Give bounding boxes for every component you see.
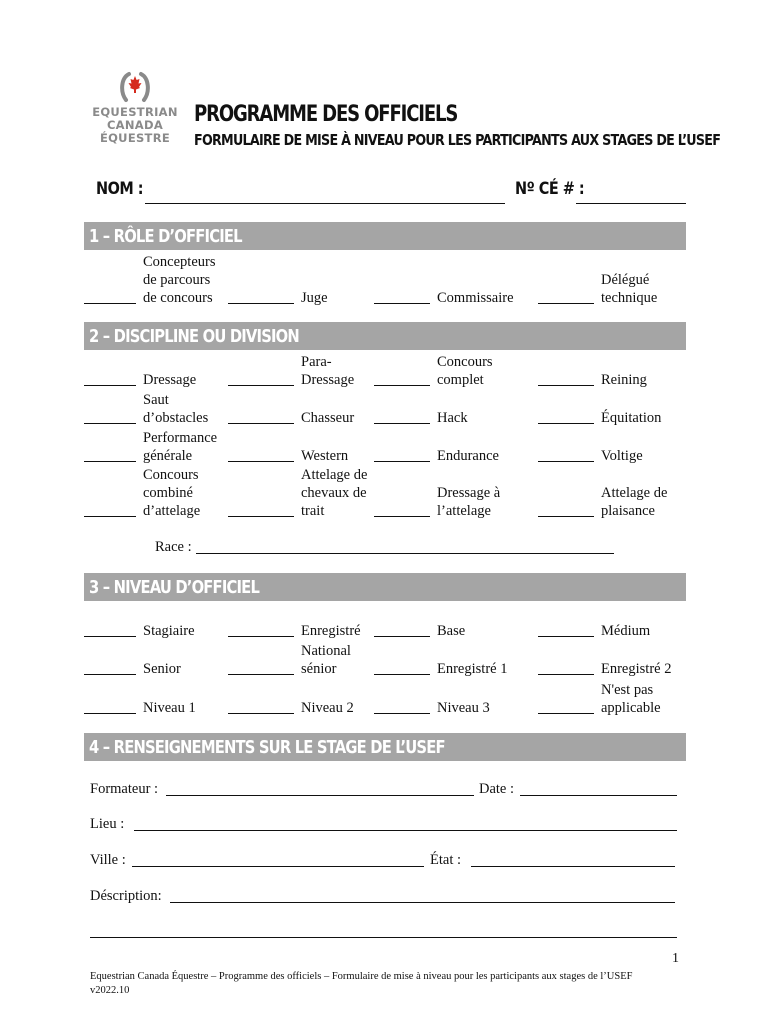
section-4-title: 4 – RENSEIGNEMENTS SUR LE STAGE DE L’USEF — [89, 737, 445, 758]
option-label: Chasseur — [301, 410, 355, 426]
option-label: Endurance — [437, 448, 499, 464]
formateur-label: Formateur : — [90, 781, 159, 797]
option-label: National sénior — [301, 643, 351, 677]
equestrian-canada-logo — [92, 70, 178, 145]
option-label: Concours complet — [437, 354, 493, 388]
ville-label: Ville : — [90, 852, 126, 868]
checkbox-blank[interactable] — [228, 674, 294, 675]
option-label: Western — [301, 448, 349, 464]
checkbox-blank[interactable] — [538, 516, 594, 517]
checkbox-blank[interactable] — [374, 423, 430, 424]
ville-field[interactable] — [132, 866, 424, 867]
ce-number-label: Nº CÉ # : — [515, 179, 585, 199]
option-label: Enregistré 1 — [437, 661, 508, 677]
option-label: Équitation — [601, 410, 662, 426]
checkbox-blank[interactable] — [228, 385, 294, 386]
checkbox-blank[interactable] — [538, 461, 594, 462]
description-label: Déscription: — [90, 888, 162, 904]
section-2-header — [84, 322, 686, 350]
option-label: Commissaire — [437, 290, 514, 306]
description-field-line-2[interactable] — [90, 937, 677, 938]
option-label: Juge — [301, 290, 328, 306]
option-label: Attelage de chevaux de trait — [301, 467, 368, 519]
checkbox-blank[interactable] — [374, 516, 430, 517]
checkbox-blank[interactable] — [538, 423, 594, 424]
page-subtitle: FORMULAIRE DE MISE À NIVEAU POUR LES PARTICIPANTS AUX STAGES DE L’USEF — [194, 131, 721, 149]
footer — [90, 970, 632, 998]
date-label: Date : — [479, 781, 515, 797]
option-label: Voltige — [601, 448, 643, 464]
horseshoe-maple-leaf-icon — [118, 70, 152, 104]
checkbox-blank[interactable] — [374, 303, 430, 304]
lieu-field[interactable] — [134, 830, 677, 831]
logo-line-2: CANADA — [106, 118, 164, 132]
option-label: Dressage — [143, 372, 197, 388]
checkbox-blank[interactable] — [538, 385, 594, 386]
option-label: Médium — [601, 623, 651, 639]
checkbox-blank[interactable] — [84, 303, 136, 304]
option-label: Dressage à l’attelage — [437, 485, 501, 519]
option-label: Para- Dressage — [301, 354, 355, 388]
checkbox-blank[interactable] — [84, 636, 136, 637]
option-label: Saut d’obstacles — [143, 392, 209, 426]
option-label: Performance générale — [143, 430, 218, 464]
checkbox-blank[interactable] — [228, 423, 294, 424]
section-3-title: 3 – NIVEAU D’OFFICIEL — [89, 577, 260, 598]
formateur-field[interactable] — [166, 795, 474, 796]
checkbox-blank[interactable] — [538, 674, 594, 675]
option-label: Stagiaire — [143, 623, 195, 639]
checkbox-blank[interactable] — [84, 461, 136, 462]
option-label: Base — [437, 623, 466, 639]
checkbox-blank[interactable] — [228, 713, 294, 714]
section-1-title: 1 – RÔLE D’OFFICIEL — [89, 226, 242, 247]
section-2-title: 2 – DISCIPLINE OU DIVISION — [89, 326, 299, 347]
checkbox-blank[interactable] — [84, 423, 136, 424]
race-field[interactable] — [196, 553, 614, 554]
checkbox-blank[interactable] — [84, 516, 136, 517]
checkbox-blank[interactable] — [84, 713, 136, 714]
checkbox-blank[interactable] — [374, 713, 430, 714]
checkbox-blank[interactable] — [374, 636, 430, 637]
section-4-header — [84, 733, 686, 761]
page-title: PROGRAMME DES OFFICIELS — [194, 102, 458, 127]
option-label: N'est pas applicable — [601, 682, 661, 716]
lieu-label: Lieu : — [90, 816, 125, 832]
option-label: Senior — [143, 661, 181, 677]
footer-text: Equestrian Canada Équestre – Programme des officiels – Formulaire de mise à niveau pour les participants aux stages de l’USEF — [90, 971, 633, 982]
ce-number-field[interactable] — [576, 203, 686, 204]
logo-line-3: ÉQUESTRE — [99, 131, 171, 145]
option-label: Niveau 3 — [437, 700, 490, 716]
etat-field[interactable] — [471, 866, 675, 867]
checkbox-blank[interactable] — [538, 713, 594, 714]
checkbox-blank[interactable] — [538, 303, 594, 304]
etat-label: État : — [430, 852, 462, 868]
section-1-header — [84, 222, 686, 250]
checkbox-blank[interactable] — [228, 303, 294, 304]
checkbox-blank[interactable] — [228, 461, 294, 462]
option-label: Concours combiné d’attelage — [143, 467, 201, 519]
logo-line-1: EQUESTRIAN — [92, 105, 178, 119]
option-label: Niveau 2 — [301, 700, 354, 716]
option-label: Attelage de plaisance — [601, 485, 668, 519]
date-field[interactable] — [520, 795, 677, 796]
option-label: Enregistré 2 — [601, 661, 672, 677]
checkbox-blank[interactable] — [538, 636, 594, 637]
checkbox-blank[interactable] — [84, 385, 136, 386]
description-field[interactable] — [170, 902, 675, 903]
nom-label: NOM : — [96, 179, 144, 199]
option-label: Hack — [437, 410, 468, 426]
checkbox-blank[interactable] — [84, 674, 136, 675]
checkbox-blank[interactable] — [228, 516, 294, 517]
page-number: 1 — [672, 951, 679, 966]
option-label: Reining — [601, 372, 647, 388]
option-label: Concepteurs de parcours de concours — [143, 254, 216, 306]
option-label: Enregistré — [301, 623, 361, 639]
nom-field[interactable] — [145, 203, 505, 204]
checkbox-blank[interactable] — [374, 674, 430, 675]
option-label: Niveau 1 — [143, 700, 196, 716]
checkbox-blank[interactable] — [228, 636, 294, 637]
footer-version: v2022.10 — [90, 985, 130, 996]
checkbox-blank[interactable] — [374, 385, 430, 386]
race-label: Race : — [155, 539, 192, 555]
checkbox-blank[interactable] — [374, 461, 430, 462]
option-label: Délégué technique — [601, 272, 658, 306]
section-3-header — [84, 573, 686, 601]
